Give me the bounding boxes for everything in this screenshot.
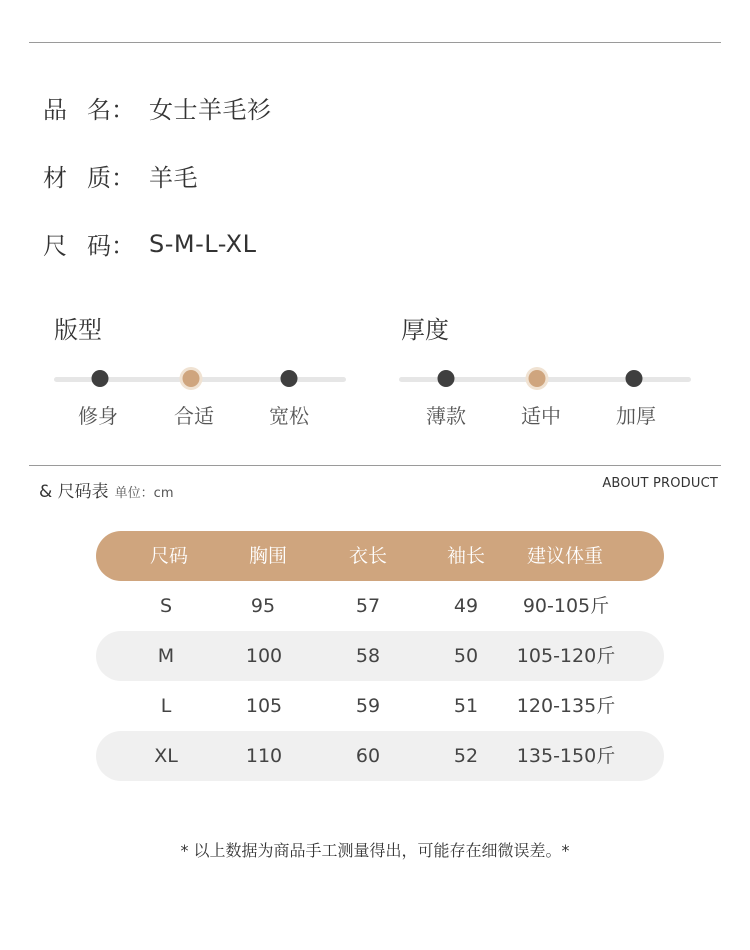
thickness-scale	[399, 310, 699, 428]
cell-weight: 135-150斤	[516, 745, 616, 767]
size-chart-heading	[39, 477, 173, 502]
product-name-row	[43, 90, 272, 125]
cell-size: L	[160, 695, 172, 717]
header-size: 尺码	[149, 545, 189, 567]
header-weight: 建议体重	[526, 545, 604, 567]
cell-length: 59	[355, 695, 381, 717]
table-row	[96, 631, 664, 681]
cell-sleeve: 51	[453, 695, 479, 717]
fit-dot-slim	[92, 370, 109, 387]
measurement-footnote: * 以上数据为商品手工测量得出，可能存在细微误差。*	[180, 841, 570, 860]
thickness-option-thin: 薄款	[426, 404, 466, 428]
fit-dot-regular	[183, 370, 200, 387]
cell-size: S	[159, 595, 173, 617]
fit-option-regular: 合适	[174, 404, 214, 428]
thickness-option-medium: 适中	[521, 404, 561, 428]
size-chart-unit: 单位：cm	[114, 486, 174, 501]
cell-weight: 105-120斤	[516, 645, 616, 667]
size-chart-title: & 尺码表	[39, 482, 109, 502]
fit-scale	[54, 310, 354, 428]
table-row	[96, 681, 664, 731]
table-row	[96, 731, 664, 781]
cell-chest: 95	[250, 595, 276, 617]
cell-chest: 110	[245, 745, 283, 767]
material-label: 材 质：	[43, 164, 135, 192]
header-chest: 胸围	[248, 545, 288, 567]
material-value: 羊毛	[149, 164, 198, 192]
fit-option-loose: 宽松	[269, 404, 309, 428]
size-table	[96, 531, 664, 781]
thickness-dot-medium	[529, 370, 546, 387]
thickness-dot-thick	[626, 370, 643, 387]
table-row	[96, 581, 664, 631]
cell-size: XL	[154, 745, 178, 767]
header-length: 衣长	[348, 545, 388, 567]
fit-option-slim: 修身	[78, 404, 118, 428]
section-divider	[29, 465, 721, 466]
product-name-value: 女士羊毛衫	[149, 96, 272, 124]
fit-dot-loose	[281, 370, 298, 387]
thickness-option-thick: 加厚	[616, 404, 656, 428]
cell-length: 58	[355, 645, 381, 667]
cell-chest: 100	[245, 645, 283, 667]
cell-sleeve: 52	[453, 745, 479, 767]
material-row	[43, 158, 198, 193]
cell-sleeve: 49	[453, 595, 479, 617]
cell-length: 60	[355, 745, 381, 767]
size-label: 尺 码：	[43, 232, 135, 260]
cell-chest: 105	[245, 695, 283, 717]
about-product-label: ABOUT PRODUCT	[602, 476, 718, 491]
fit-title: 版型	[54, 316, 102, 344]
product-name-label: 品 名：	[43, 96, 135, 124]
cell-weight: 120-135斤	[516, 695, 616, 717]
thickness-title: 厚度	[401, 316, 449, 344]
cell-weight: 90-105斤	[522, 595, 610, 617]
header-sleeve: 袖长	[446, 545, 486, 567]
size-value: S-M-L-XL	[149, 229, 257, 258]
cell-sleeve: 50	[453, 645, 479, 667]
table-header	[96, 531, 664, 581]
thickness-dot-thin	[438, 370, 455, 387]
cell-length: 57	[355, 595, 381, 617]
size-row	[43, 226, 257, 261]
cell-size: M	[157, 645, 175, 667]
top-divider	[29, 42, 721, 43]
